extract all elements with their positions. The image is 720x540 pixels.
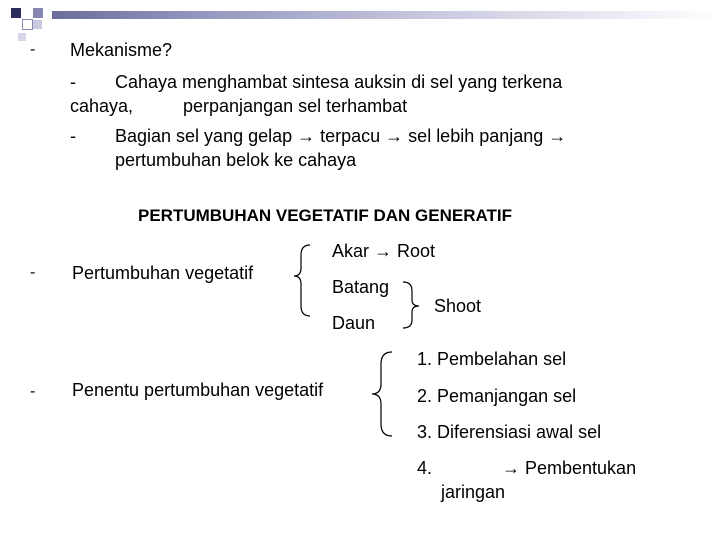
brace-penentu-icon xyxy=(372,352,392,436)
part-daun: Daun xyxy=(332,313,376,333)
penentu-item-2: 2. Pemanjangan sel xyxy=(417,386,577,406)
shoot-label: Shoot xyxy=(434,296,482,316)
penentu-item-4-number: 4. xyxy=(417,458,433,478)
vegetatif-label: Pertumbuhan vegetatif xyxy=(72,263,254,283)
penentu-item-1: 1. Pembelahan sel xyxy=(417,349,567,369)
item2-dash: - xyxy=(70,126,76,146)
item1-dash: - xyxy=(70,72,76,92)
bullet-dash: - xyxy=(30,264,36,281)
penentu-label: Penentu pertumbuhan vegetatif xyxy=(72,380,324,400)
item1-line1: Cahaya menghambat sintesa auksin di sel yang terkena xyxy=(115,72,563,92)
mekanisme-heading: Mekanisme? xyxy=(70,40,173,60)
brace-vegetatif-icon xyxy=(294,245,310,316)
penentu-item-4-line2: jaringan xyxy=(441,482,506,502)
bullet-dash: - xyxy=(30,41,36,58)
item1-line2-start: cahaya, xyxy=(70,96,134,116)
penentu-item-4-text: → Pembentukan xyxy=(502,458,637,478)
part-batang: Batang xyxy=(332,277,390,297)
bullet-dash: - xyxy=(30,383,36,400)
item2-line2: pertumbuhan belok ke cahaya xyxy=(115,150,357,170)
brace-shoot-icon xyxy=(403,282,419,328)
section-title: PERTUMBUHAN VEGETATIF DAN GENERATIF xyxy=(138,206,512,225)
part-akar: Akar → Root xyxy=(332,241,436,261)
item1-line2-end: perpanjangan sel terhambat xyxy=(183,96,408,116)
penentu-item-3: 3. Diferensiasi awal sel xyxy=(417,422,602,442)
item2-line1: Bagian sel yang gelap → terpacu → sel lebih panjang → xyxy=(115,126,567,146)
